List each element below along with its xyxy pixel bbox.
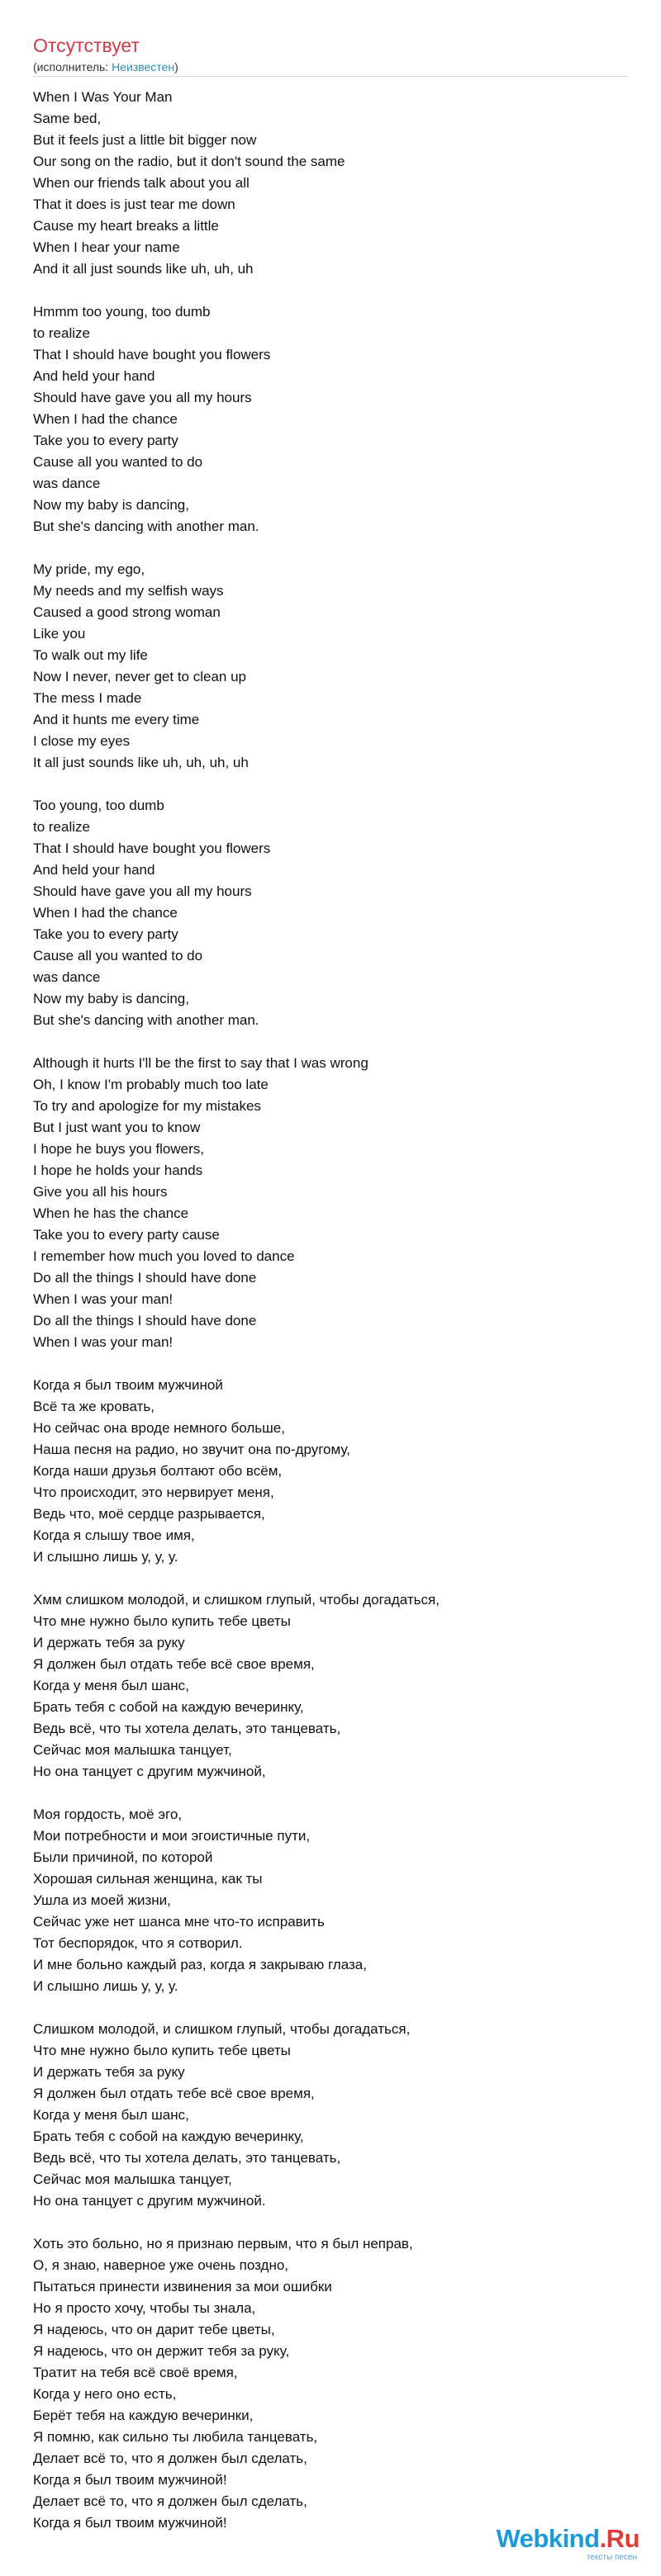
song-header (33, 33, 628, 74)
lyric-line: Cause all you wanted to do (33, 948, 203, 964)
lyric-line: И слышно лишь у, у, у. (33, 1978, 178, 1994)
lyric-line: to realize (33, 325, 90, 341)
lyric-line: When I had the chance (33, 905, 178, 921)
lyric-line: When I was your man! (33, 1334, 174, 1350)
stanza (33, 559, 628, 774)
lyric-line: Our song on the radio, but it don't sound the same (33, 154, 345, 169)
lyric-line: I hope he holds your hands (33, 1163, 203, 1178)
lyric-line: Now I never, never get to clean up (33, 669, 246, 684)
lyric-line: Ушла из моей жизни, (33, 1892, 171, 1908)
stanza-gap (33, 1783, 628, 1804)
lyric-line: Когда у него оно есть, (33, 2386, 177, 2402)
lyric-line: Слишком молодой, и слишком глупый, чтобы догадаться, (33, 2021, 411, 2037)
lyric-line: И держать тебя за руку (33, 2064, 185, 2080)
stanza-gap (33, 1031, 628, 1053)
lyric-line: That I should have bought you flowers (33, 841, 271, 856)
lyric-line: Хоть это больно, но я признаю первым, что я был неправ, (33, 2236, 413, 2252)
lyric-line: My needs and my selfish ways (33, 583, 224, 599)
lyric-line: Hmmm too young, too dumb (33, 304, 211, 320)
lyric-line: Но она танцует с другим мужчиной. (33, 2193, 266, 2209)
site-logo[interactable] (496, 2525, 640, 2563)
stanza-gap (33, 774, 628, 795)
lyric-line: And it hunts me every time (33, 712, 200, 727)
lyric-line: И слышно лишь у, у, у. (33, 1549, 178, 1565)
lyric-line: Тратит на тебя всё своё время, (33, 2365, 238, 2380)
stanza (33, 2233, 628, 2534)
lyric-line: Но сейчас она вроде немного больше, (33, 1420, 285, 1436)
stanza (33, 795, 628, 1031)
lyric-line: Should have gave you all my hours (33, 390, 252, 405)
lyric-line: Ведь всё, что ты хотела делать, это танцевать, (33, 1721, 341, 1736)
lyric-line: The mess I made (33, 690, 142, 706)
lyric-line: Like you (33, 626, 86, 642)
lyric-line: Когда у меня был шанс, (33, 2107, 189, 2123)
lyric-line: Give you all his hours (33, 1184, 168, 1200)
lyric-line: Я помню, как сильно ты любила танцевать, (33, 2429, 318, 2445)
lyric-line: was dance (33, 476, 101, 491)
lyric-line: When I was your man! (33, 1291, 174, 1307)
lyric-line: Но я просто хочу, чтобы ты знала, (33, 2300, 256, 2316)
lyric-line: Брать тебя с собой на каждую вечеринку, (33, 2129, 304, 2144)
lyric-line: Too young, too dumb (33, 798, 164, 813)
lyric-line: Когда наши друзья болтают обо всём, (33, 1463, 283, 1479)
lyric-line: And held your hand (33, 368, 155, 384)
lyric-line: О, я знаю, наверное уже очень поздно, (33, 2257, 289, 2273)
lyric-line: Do all the things I should have done (33, 1313, 257, 1328)
lyric-line: Что происходит, это нервирует меня, (33, 1485, 274, 1500)
lyric-line: To walk out my life (33, 647, 148, 663)
lyric-line: Что мне нужно было купить тебе цветы (33, 1613, 291, 1629)
stanza-gap (33, 1997, 628, 2019)
stanza (33, 301, 628, 537)
lyric-line: Когда я слышу твое имя, (33, 1527, 195, 1543)
lyric-line: Take you to every party (33, 926, 178, 942)
lyric-line: Я надеюсь, что он держит тебя за руку, (33, 2343, 290, 2359)
lyric-line: Всё та же кровать, (33, 1399, 155, 1414)
lyric-line: To try and apologize for my mistakes (33, 1098, 261, 1114)
lyric-line: Я должен был отдать тебе всё свое время, (33, 1656, 315, 1672)
lyric-line: It all just sounds like uh, uh, uh, uh (33, 755, 249, 770)
lyric-line: When I Was Your Man (33, 89, 173, 105)
stanza (33, 87, 628, 280)
artist-suffix: ) (174, 60, 178, 73)
lyric-line: I close my eyes (33, 733, 131, 749)
lyric-line: Брать тебя с собой на каждую вечеринку, (33, 1699, 304, 1715)
lyric-line: Caused a good strong woman (33, 604, 221, 620)
lyric-line: Oh, I know I'm probably much too late (33, 1077, 269, 1092)
lyric-line: Что мне нужно было купить тебе цветы (33, 2043, 291, 2058)
lyric-line: When our friends talk about you all (33, 175, 250, 191)
lyric-line: to realize (33, 819, 90, 835)
lyric-line: Сейчас моя малышка танцует, (33, 2171, 232, 2187)
lyric-line: But she's dancing with another man. (33, 1012, 259, 1028)
lyric-line: Мои потребности и мои эгоистичные пути, (33, 1828, 311, 1844)
lyric-line: Take you to every party (33, 433, 178, 448)
header-divider (33, 76, 628, 77)
artist-link[interactable]: Неизвестен (112, 60, 175, 73)
lyric-line: И держать тебя за руку (33, 1635, 185, 1650)
stanza-gap (33, 1568, 628, 1589)
lyric-line: But she's dancing with another man. (33, 519, 259, 534)
stanza (33, 1053, 628, 1353)
lyric-line: Тот беспорядок, что я сотворил. (33, 1935, 243, 1951)
lyric-line: And held your hand (33, 862, 155, 878)
lyric-line: Я надеюсь, что он дарит тебе цветы, (33, 2322, 275, 2337)
stanza-gap (33, 537, 628, 559)
lyric-line: Делает всё то, что я должен был сделать, (33, 2493, 307, 2509)
logo-brand: Webkind (496, 2524, 600, 2553)
logo-tld: .Ru (599, 2524, 640, 2553)
logo-tagline: тексты песен (586, 2553, 637, 2562)
stanza (33, 1589, 628, 1783)
lyric-line: Cause all you wanted to do (33, 454, 203, 470)
song-title: Отсутствует (33, 35, 140, 56)
lyrics-body (33, 87, 628, 2534)
lyric-line: Cause my heart breaks a little (33, 218, 219, 234)
lyric-line: was dance (33, 969, 101, 985)
lyric-line: Ведь всё, что ты хотела делать, это танцевать, (33, 2150, 341, 2166)
lyric-line: I remember how much you loved to dance (33, 1248, 295, 1264)
lyric-line: Делает всё то, что я должен был сделать, (33, 2451, 307, 2466)
lyric-line: Берёт тебя на каждую вечеринки, (33, 2408, 254, 2423)
lyric-line: When he has the chance (33, 1205, 189, 1221)
lyric-line: When I had the chance (33, 411, 178, 427)
lyric-line: Когда у меня был шанс, (33, 1678, 189, 1693)
lyric-line: Now my baby is dancing, (33, 497, 189, 513)
lyric-line: Но она танцует с другим мужчиной, (33, 1764, 266, 1779)
artist-line (33, 59, 628, 74)
lyric-line: Take you to every party cause (33, 1227, 220, 1243)
lyric-line: My pride, my ego, (33, 561, 145, 577)
lyric-line: Хорошая сильная женщина, как ты (33, 1871, 263, 1887)
lyric-line: Я должен был отдать тебе всё свое время, (33, 2086, 315, 2101)
lyric-line: Наша песня на радио, но звучит она по-другому, (33, 1442, 350, 1457)
artist-prefix: (исполнитель: (33, 60, 112, 73)
lyric-line: And it all just sounds like uh, uh, uh (33, 261, 254, 277)
lyric-line: When I hear your name (33, 239, 180, 255)
stanza (33, 1804, 628, 1997)
lyric-line: И мне больно каждый раз, когда я закрываю глаза, (33, 1957, 367, 1972)
stanza-gap (33, 280, 628, 301)
lyric-line: Сейчас моя малышка танцует, (33, 1742, 232, 1758)
stanza-gap (33, 2212, 628, 2233)
lyric-line: Когда я был твоим мужчиной (33, 1377, 223, 1393)
lyric-line: Когда я был твоим мужчиной! (33, 2515, 227, 2531)
lyric-line: That I should have bought you flowers (33, 347, 271, 362)
lyric-line: I hope he buys you flowers, (33, 1141, 204, 1157)
lyric-line: But it feels just a little bit bigger now (33, 132, 257, 148)
lyric-line: Same bed, (33, 111, 102, 126)
logo-wordmark (496, 2525, 640, 2553)
lyric-line: Моя гордость, моё эго, (33, 1807, 183, 1822)
stanza (33, 1375, 628, 1568)
lyric-line: But I just want you to know (33, 1120, 201, 1135)
lyric-line: That it does is just tear me down (33, 197, 235, 212)
lyric-line: Do all the things I should have done (33, 1270, 257, 1286)
lyric-line: Хмм слишком молодой, и слишком глупый, чтобы догадаться, (33, 1592, 440, 1608)
lyric-line: Now my baby is dancing, (33, 991, 189, 1006)
lyric-line: Ведь что, моё сердце разрывается, (33, 1506, 265, 1522)
stanza-gap (33, 1353, 628, 1375)
lyric-line: Should have gave you all my hours (33, 883, 252, 899)
lyric-line: Когда я был твоим мужчиной! (33, 2472, 227, 2488)
stanza (33, 2019, 628, 2212)
lyric-line: Пытаться принести извинения за мои ошибки (33, 2279, 332, 2294)
lyric-line: Сейчас уже нет шанса мне что-то исправить (33, 1914, 325, 1930)
lyric-line: Although it hurts I'll be the first to say that I was wrong (33, 1055, 369, 1071)
lyric-line: Были причиной, по которой (33, 1849, 213, 1865)
